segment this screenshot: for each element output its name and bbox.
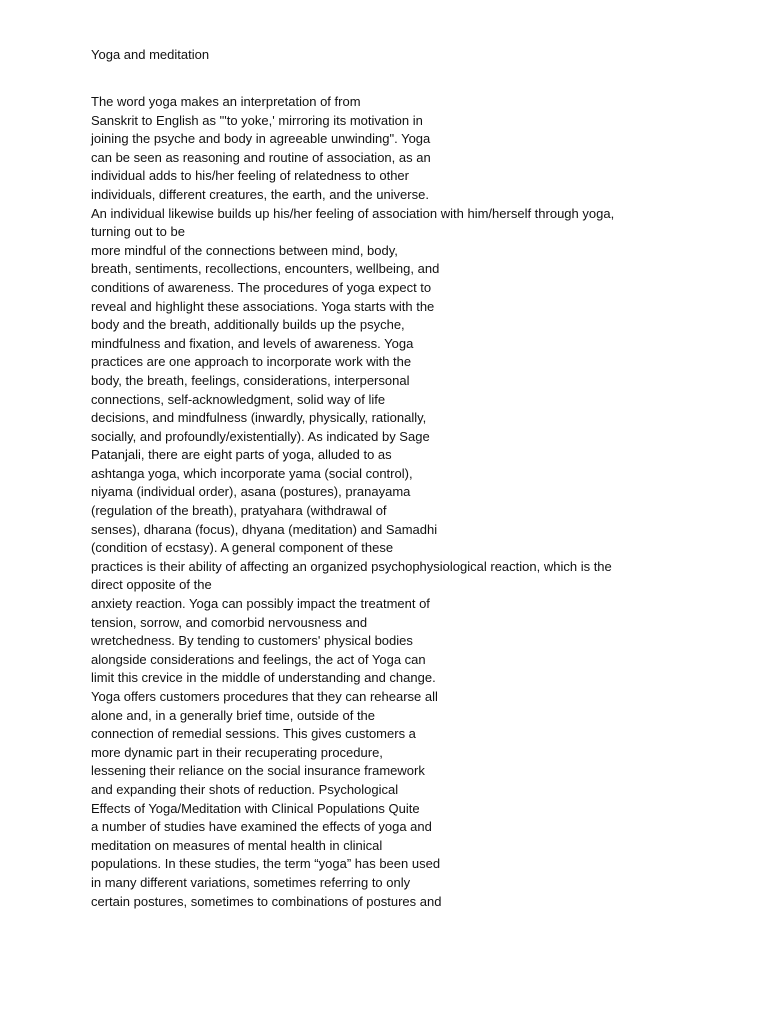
body-text-line: wretchedness. By tending to customers' physical bodies	[91, 633, 413, 649]
body-text-line: alone and, in a generally brief time, outside of the	[91, 707, 376, 723]
body-text-line: alongside considerations and feelings, the act of Yoga can	[91, 651, 426, 667]
body-text-line: (condition of ecstasy). A general component of these	[91, 540, 394, 556]
body-text-line: mindfulness and fixation, and levels of awareness. Yoga	[91, 335, 414, 351]
body-text-line: turning out to be	[91, 224, 185, 240]
document-body	[91, 93, 671, 911]
body-text-line: body, the breath, feelings, considerations, interpersonal	[91, 372, 410, 388]
body-text-line: anxiety reaction. Yoga can possibly impact the treatment of	[91, 596, 430, 612]
body-text-line: reveal and highlight these associations. Yoga starts with the	[91, 298, 435, 314]
body-text-line: breath, sentiments, recollections, encounters, wellbeing, and	[91, 261, 440, 277]
body-text-line: can be seen as reasoning and routine of association, as an	[91, 149, 431, 165]
body-text-line: Patanjali, there are eight parts of yoga, alluded to as	[91, 447, 392, 463]
body-text-line: a number of studies have examined the effects of yoga and	[91, 819, 432, 835]
body-text-line: decisions, and mindfulness (inwardly, physically, rationally,	[91, 410, 427, 426]
body-text-line: limit this crevice in the middle of understanding and change.	[91, 670, 436, 686]
body-text-line: and expanding their shots of reduction. Psychological	[91, 781, 399, 797]
body-text-line: ashtanga yoga, which incorporate yama (social control),	[91, 465, 413, 481]
body-text-line: practices is their ability of affecting an organized psychophysiological reaction, which is the	[91, 558, 612, 574]
body-text-line: An individual likewise builds up his/her feeling of association with him/herself through yoga,	[91, 205, 615, 221]
body-text-line: meditation on measures of mental health in clinical	[91, 837, 383, 853]
body-text-line: more dynamic part in their recuperating procedure,	[91, 744, 383, 760]
body-text-line: niyama (individual order), asana (postures), pranayama	[91, 484, 411, 500]
body-text-line: connections, self-acknowledgment, solid way of life	[91, 391, 386, 407]
body-text-line: in many different variations, sometimes referring to only	[91, 874, 411, 890]
body-text-line: socially, and profoundly/existentially). As indicated by Sage	[91, 428, 430, 444]
body-text-line: The word yoga makes an interpretation of from	[91, 94, 361, 109]
document-title: Yoga and meditation	[91, 47, 210, 62]
body-text-line: Sanskrit to English as "'to yoke,' mirroring its motivation in	[91, 112, 423, 128]
body-text-line: Effects of Yoga/Meditation with Clinical Populations Quite	[91, 800, 420, 816]
body-text-line: tension, sorrow, and comorbid nervousness and	[91, 614, 368, 630]
body-text-line: more mindful of the connections between mind, body,	[91, 242, 398, 258]
body-text-line: body and the breath, additionally builds up the psyche,	[91, 317, 405, 333]
body-text-line: populations. In these studies, the term “yoga” has been used	[91, 856, 441, 872]
body-text-line: (regulation of the breath), pratyahara (withdrawal of	[91, 503, 387, 519]
body-text-line: Yoga offers customers procedures that they can rehearse all	[91, 689, 438, 704]
body-text-line: conditions of awareness. The procedures of yoga expect to	[91, 279, 432, 295]
body-text-line: individual adds to his/her feeling of relatedness to other	[91, 168, 409, 184]
body-text-line: direct opposite of the	[91, 577, 212, 593]
body-text-line: connection of remedial sessions. This gives customers a	[91, 726, 416, 742]
body-text-line: individuals, different creatures, the earth, and the universe.	[91, 186, 429, 202]
body-text-line: senses), dharana (focus), dhyana (meditation) and Samadhi	[91, 521, 438, 537]
body-text-line: certain postures, sometimes to combinations of postures and	[91, 893, 442, 909]
body-text-line: practices are one approach to incorporate work with the	[91, 354, 412, 370]
body-text-line: lessening their reliance on the social insurance framework	[91, 763, 425, 779]
body-text-line: joining the psyche and body in agreeable unwinding". Yoga	[91, 131, 431, 147]
